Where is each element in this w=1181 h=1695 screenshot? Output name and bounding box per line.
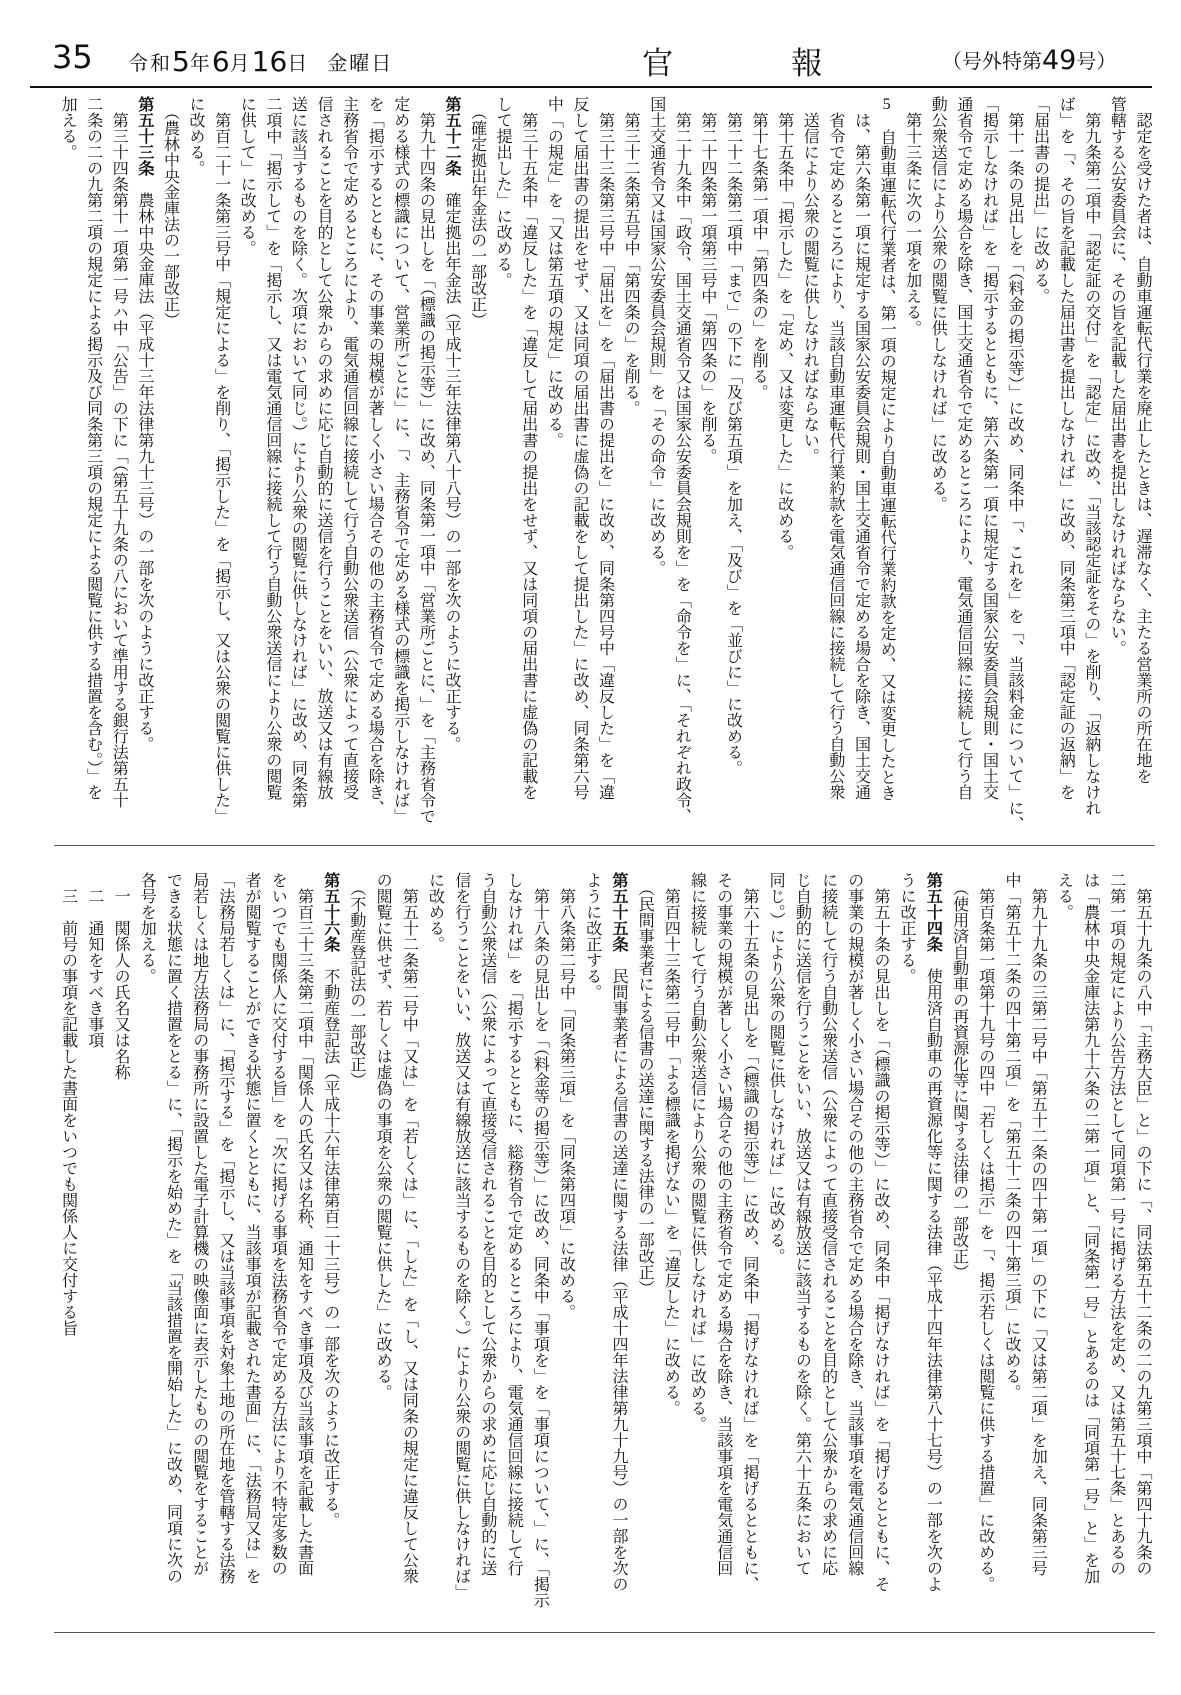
text-column xyxy=(500,872,526,1622)
year-number: 5 xyxy=(172,45,190,78)
text-column xyxy=(592,96,618,836)
text-column xyxy=(387,96,413,836)
title-char-po: 報 xyxy=(791,46,822,81)
column-text: 民間事業者による信書の送達に関する法律（平成十四年法律第九十九号）の一部を次の xyxy=(609,952,627,1592)
text-column xyxy=(1078,96,1104,836)
column-text: 第百四十三条第二号中「よる標識を掲げない」を「違反した」に改める。 xyxy=(662,872,680,1416)
column-text: 二条の二の九第二項の規定による掲示及び同条第三項の規定による閲覧に供する措置を含む。）」を xyxy=(84,96,102,800)
column-text: に供して」に改める。 xyxy=(238,96,256,256)
column-text: 省令で定めるところにより、当該自動車運転代行業約款を電気通信回線に接続して行う自動公衆 xyxy=(826,96,844,800)
text-column xyxy=(1050,872,1076,1622)
column-text: 国土交通省令又は国家公安委員会規則」を「その命令」に改める。 xyxy=(647,96,665,576)
column-text: 局若しくは地方法務局の事務所に設置した電子計算機の映像面に表示したものの閲覧をすることが xyxy=(190,872,208,1576)
issue-suffix: 号） xyxy=(1076,51,1117,73)
column-text: 各号を加える。 xyxy=(138,872,156,984)
column-text: 第三十二条第五号中「第四条の」を削る。 xyxy=(622,96,640,416)
text-column xyxy=(1129,96,1155,836)
text-column xyxy=(317,872,343,1622)
text-column xyxy=(157,96,183,836)
text-column xyxy=(657,872,683,1622)
text-column xyxy=(694,96,720,836)
column-text: 定める様式の標識について、営業所ごとに」に、「、主務省令で定める様式の標識を掲示しなければ」 xyxy=(391,96,409,824)
column-text: （不動産登記法の一部改正） xyxy=(347,872,365,1088)
column-text: 第百三十三条第二項中「関係人の氏名又は名称、通知をすべき事項及び当該事項を記載した書面 xyxy=(295,872,313,1576)
column-text: して提出した」に改める。 xyxy=(494,96,512,288)
text-column xyxy=(771,96,797,836)
column-text: 加える。 xyxy=(59,96,77,160)
column-text: の事業の規模が著しく小さい場合その他の主務省令で定める場合を除き、当該事項を電気通信回線 xyxy=(845,872,863,1576)
text-column xyxy=(259,96,285,836)
text-column xyxy=(131,96,157,836)
text-column xyxy=(526,872,552,1622)
text-column xyxy=(899,96,925,836)
column-text: 第百条第一項第十九号の四中「若しくは掲示」を「、掲示若しくは閲覧に供する措置」に改める。 xyxy=(976,872,994,1592)
column-text: の閲覧に供せず、若しくは虚偽の事項を公衆の閲覧に供した」に改める。 xyxy=(374,872,392,1400)
text-column xyxy=(867,872,893,1622)
column-text: を「掲示するとともに、その事業の規模が著しく小さい場合その他の主務省令で定める場合を除き、 xyxy=(366,96,384,816)
day-unit: 日 xyxy=(287,53,310,75)
text-column xyxy=(413,96,439,836)
column-text: 三 前号の事項を記載した書面をいつでも関係人に交付する旨 xyxy=(59,872,77,1336)
column-text: 主務省令で定めるところにより、電気通信回線に接続して行う自動公衆送信（公衆によって直接受 xyxy=(340,96,358,800)
column-text: 第二十九条中「政令、国土交通省令又は国家公安委員会規則を」を「命令を」に、「それぞれ政令、 xyxy=(673,96,691,824)
text-column xyxy=(208,96,234,836)
text-column xyxy=(1076,872,1102,1622)
column-text: （確定拠出年金法の一部改正） xyxy=(468,96,486,328)
column-text: 動公衆送信により公衆の閲覧に供しなければ」に改める。 xyxy=(929,96,947,512)
column-text: 第百二十一条第三号中「規定による」を削り、「掲示した」を「掲示し、又は公衆の閲覧に供した」 xyxy=(212,96,230,824)
amendment-text-upper-block xyxy=(53,96,1155,836)
text-column xyxy=(490,96,516,836)
month-unit: 月 xyxy=(229,53,252,75)
text-column xyxy=(515,96,541,836)
text-column xyxy=(541,96,567,836)
text-column xyxy=(238,872,264,1622)
issue-number xyxy=(942,44,1116,75)
text-column xyxy=(464,96,490,836)
column-text: その事業の規模が著しく小さい場合その他の主務省令で定める場合を除き、当該事項を電気通信回 xyxy=(714,872,732,1576)
column-text: 第九十九条の三第二号中「第五十二条の四十第一項」の下に「又は第二項」を加え、同条第三号 xyxy=(1029,872,1047,1576)
text-column xyxy=(185,872,211,1622)
column-text: 第二十二条第二項中「まで」の下に「及び第五項」を加え、「及び」を「並びに」に改める。 xyxy=(724,96,742,776)
column-text: は「農林中央金庫法第九十六条の二第一項」と、「同条第一号」とあるのは「同項第一号」と」を加 xyxy=(1081,872,1099,1584)
column-text: 農林中央金庫法（平成十三年法律第九十三号）の一部を次のように改正する。 xyxy=(135,176,153,752)
text-column xyxy=(710,872,736,1622)
column-text: （農林中央金庫法の一部改正） xyxy=(161,96,179,328)
column-text: 第九条第二項中「認定証の交付」を「認定」に改め、「当該認定証をその」を削り、「返納しなけれ xyxy=(1082,96,1100,816)
column-text: 二項中「掲示して」を「掲示し、又は電気通信回線に接続して行う自動公衆送信により公衆の閲覧 xyxy=(263,96,281,800)
text-column xyxy=(1053,96,1079,836)
column-text: 中「第五十二条の四十第二項」を「第五十二条の四十第三項」に改める。 xyxy=(1002,872,1020,1400)
text-column xyxy=(618,96,644,836)
text-column xyxy=(669,96,695,836)
day-number: 16 xyxy=(251,45,288,78)
article-number-bold: 第五十五条 xyxy=(609,872,627,952)
column-text: 「法務局若しくは」に、「掲示する」を「掲示し、又は当該事項を対象土地の所在地を管轄する法務 xyxy=(216,872,234,1584)
text-column xyxy=(720,96,746,836)
column-text: 第五十条の見出しを「（標識の掲示等）」に改め、同条中「掲げなければ」を「掲げるとともに、そ xyxy=(871,872,889,1592)
column-text: 信を行うことをいい、放送又は有線放送に該当するものを除く。）により公衆の閲覧に供しなければ」 xyxy=(452,872,470,1600)
column-text: 管轄する公安委員会に、その旨を記載した届出書を提出しなければならない。 xyxy=(1108,96,1126,656)
era-label: 令和 xyxy=(128,53,172,75)
column-text: 使用済自動車の再資源化等に関する法律（平成十四年法律第八十七号）の一部を次のよ xyxy=(924,952,942,1592)
column-text: 第十七条第一項中「第四条の」を削る。 xyxy=(750,96,768,400)
column-text: 第三十四条第十一項第一号ハ中「公告」の下に「（第五十九条の八において準用する銀行法第五十 xyxy=(110,96,128,808)
text-column xyxy=(848,96,874,836)
column-text: 確定拠出年金法（平成十三年法律第八十八号）の一部を次のように改正する。 xyxy=(442,176,460,752)
text-column xyxy=(54,96,80,836)
text-column xyxy=(395,872,421,1622)
column-text: に改める。 xyxy=(187,96,205,176)
publication-title xyxy=(642,38,822,83)
text-column xyxy=(159,872,185,1622)
text-column xyxy=(1103,872,1129,1622)
column-text: 線に接続して行う自動公衆送信により公衆の閲覧に供しなければ」に改める。 xyxy=(688,872,706,1432)
header-rule xyxy=(30,86,1152,88)
column-text: 第八条第二号中「同条第三項」を「同条第四項」に改める。 xyxy=(557,872,575,1320)
text-column xyxy=(133,872,159,1622)
month-number: 6 xyxy=(211,45,230,78)
column-text: しなければ」を「掲示するとともに、総務省令で定めるところにより、電気通信回線に接続して行 xyxy=(505,872,523,1576)
page-number: 35 xyxy=(52,38,93,76)
column-text: 第三十三条第三号中「届出を」を「届出書の提出を」に改め、同条第四号中「違反した」を「違 xyxy=(596,96,614,800)
column-text: 第十八条の見出しを「（料金等の掲示等）」に改め、同条中「事項を」を「事項について、」に、「掲示 xyxy=(531,872,549,1608)
column-text: 第五十九条の八中「主務大臣」と」の下に「、同法第五十二条の二の九第三項中「第四十九条の xyxy=(1134,872,1151,1576)
text-column xyxy=(285,96,311,836)
text-column xyxy=(998,872,1024,1622)
column-text: は、第六条第一項に規定する国家公安委員会規則・国土交通省令で定める場合を除き、国土交通 xyxy=(852,96,870,800)
column-text: できる状態に置く措置をとる」に、「掲示を始めた」を「当該措置を開始した」に改め、同項に次の xyxy=(164,872,182,1584)
column-text: 5 自動車運転代行業者は、第一項の規定により自動車運転代行業約款を定め、又は変更したとき xyxy=(878,96,896,801)
text-column xyxy=(421,872,447,1622)
column-text: に改める。 xyxy=(426,872,444,952)
column-text: 二 通知をすべき事項 xyxy=(85,872,103,1048)
text-column xyxy=(762,872,788,1622)
article-number-bold: 第五十四条 xyxy=(924,872,942,952)
column-text: 通省令で定める場合を除き、国土交通省令で定めるところにより、電気通信回線に接続して行う自 xyxy=(954,96,972,800)
text-column xyxy=(264,872,290,1622)
text-column xyxy=(919,872,945,1622)
column-text: 第九十四条の見出しを「（標識の掲示等）」に改め、同条第一項中「営業所ごとに、」を「主務省令で xyxy=(417,96,435,824)
text-column xyxy=(566,96,592,836)
text-column xyxy=(1001,96,1027,836)
column-text: をいつでも関係人に交付する旨」を「次に掲げる事項を法務省令で定める方法により不特定多数の xyxy=(269,872,287,1576)
column-text: 「掲示しなければ」を「掲示するとともに、第六条第一項に規定する国家公安委員会規則・国土交 xyxy=(980,96,998,800)
text-column xyxy=(579,872,605,1622)
text-column xyxy=(1104,96,1130,836)
column-text: 第十一条の見出しを「（料金の掲示等）」に改め、同条中「、これを」を「、当該料金について」に、 xyxy=(1006,96,1024,832)
text-column xyxy=(893,872,919,1622)
column-text: 二第一項の規定により公告方法として同項第一号に掲げる方法を定め、又は第五十七条」とあるの xyxy=(1107,872,1125,1576)
text-column xyxy=(605,872,631,1622)
column-text: 中「の規定」を「又は第五項の規定」に改める。 xyxy=(545,96,563,448)
column-text: 第十三条に次の一項を加える。 xyxy=(903,96,921,336)
text-column xyxy=(797,96,823,836)
article-number-bold: 第五十三条 xyxy=(135,96,153,176)
text-column xyxy=(438,96,464,836)
text-column xyxy=(736,872,762,1622)
text-column xyxy=(1024,872,1050,1622)
column-text: （民間事業者による信書の送達に関する法律の一部改正） xyxy=(636,872,654,1296)
text-column xyxy=(683,872,709,1622)
column-text: に接続して行う自動公衆送信（公衆によって直接受信されることを目的として公衆からの求めに応 xyxy=(819,872,837,1576)
column-text: 不動産登記法（平成十六年法律第百二十三号）の一部を次のように改正する。 xyxy=(321,952,339,1528)
text-column xyxy=(814,872,840,1622)
issue-num: 49 xyxy=(1042,45,1077,76)
column-text: 一 関係人の氏名又は名称 xyxy=(112,872,130,1080)
text-column xyxy=(310,96,336,836)
text-column xyxy=(369,872,395,1622)
column-text: ば」を「、その旨を記載した届出書を提出しなければ」に改め、同条第三項中「認定証の返納」を xyxy=(1057,96,1075,800)
text-column xyxy=(972,872,998,1622)
column-text: える。 xyxy=(1055,872,1073,920)
column-text: 送信により公衆の閲覧に供しなければならない。 xyxy=(801,96,819,464)
title-char-kan: 官 xyxy=(642,46,673,81)
column-text: う自動公衆送信（公衆によって直接受信されることを目的として公衆からの求めに応じ自動的に送 xyxy=(478,872,496,1576)
text-column xyxy=(474,872,500,1622)
text-column xyxy=(80,96,106,836)
column-text: 信されることを目的として公衆からの求めに応じ自動的に送信を行うことをいい、放送又は有線放 xyxy=(315,96,332,800)
text-column xyxy=(362,96,388,836)
text-column xyxy=(945,872,971,1622)
column-text: （使用済自動車の再資源化等に関する法律の一部改正） xyxy=(950,872,968,1280)
text-column xyxy=(1129,872,1155,1622)
text-column xyxy=(822,96,848,836)
text-column xyxy=(873,96,899,836)
text-column xyxy=(976,96,1002,836)
text-column xyxy=(448,872,474,1622)
column-text: 第三十五条中「違反した」を「違反して届出書の提出をせず、又は同項の届出書に虚偽の記載を xyxy=(519,96,537,800)
column-text: 同じ。）により公衆の閲覧に供しなければ」に改める。 xyxy=(767,872,785,1264)
text-column xyxy=(925,96,951,836)
mid-divider-rule xyxy=(54,845,1155,846)
text-column xyxy=(54,872,80,1622)
text-column xyxy=(343,872,369,1622)
column-text: 第五十二条第二号中「又は」を「若しくは」に、「した」を「し、又は同条の規定に違反して公衆 xyxy=(400,872,418,1584)
weekday-label: 金曜日 xyxy=(327,53,394,75)
year-unit: 年 xyxy=(189,53,212,75)
text-column xyxy=(746,96,772,836)
article-number-bold: 第五十二条 xyxy=(442,96,460,176)
column-text: 認定を受けた者は、自動車運転代行業を廃止したときは、遅滞なく、主たる営業所の所在地を xyxy=(1134,96,1151,784)
column-text: 者が閲覧することができる状態に置くとともに、当該事項が記載された書面」に、「法務局又は」を xyxy=(243,872,261,1584)
issue-prefix: （号外特第 xyxy=(942,51,1042,73)
column-text: 「届出書の提出」に改める。 xyxy=(1031,96,1049,304)
text-column xyxy=(643,96,669,836)
bottom-divider-rule xyxy=(54,1632,1155,1633)
text-column xyxy=(336,96,362,836)
text-column xyxy=(788,872,814,1622)
column-text: じ自動的に送信を行うことをいい、放送又は有線放送に該当するものを除く。第六十五条において xyxy=(793,872,811,1576)
text-column xyxy=(106,96,132,836)
text-column xyxy=(107,872,133,1622)
text-column xyxy=(552,872,578,1622)
column-text: 第二十四条第一項第三号中「第四条の」を削る。 xyxy=(698,96,716,464)
text-column xyxy=(81,872,107,1622)
amendment-text-lower-block xyxy=(53,872,1155,1622)
text-column xyxy=(1027,96,1053,836)
column-text: うに改正する。 xyxy=(898,872,916,984)
text-column xyxy=(234,96,260,836)
text-column xyxy=(290,872,316,1622)
issue-date xyxy=(128,44,393,77)
column-text: 反して届出書の提出をせず、又は同項の届出書に虚偽の記載をして提出した」に改め、同条第六号 xyxy=(570,96,588,800)
column-text: 第十五条中「掲示した」を「定め、又は変更した」に改める。 xyxy=(775,96,793,560)
text-column xyxy=(950,96,976,836)
column-text: 第六十五条の見出しを「（標識の掲示等）」に改め、同条中「掲げなければ」を「掲げるとともに、 xyxy=(740,872,758,1592)
column-text: 送に該当するものを除く。次項において同じ。）により公衆の閲覧に供しなければ」に改め、同条第 xyxy=(289,96,307,808)
text-column xyxy=(841,872,867,1622)
text-column xyxy=(212,872,238,1622)
article-number-bold: 第五十六条 xyxy=(321,872,339,952)
text-column xyxy=(631,872,657,1622)
text-column xyxy=(182,96,208,836)
column-text: ように改正する。 xyxy=(583,872,601,1000)
